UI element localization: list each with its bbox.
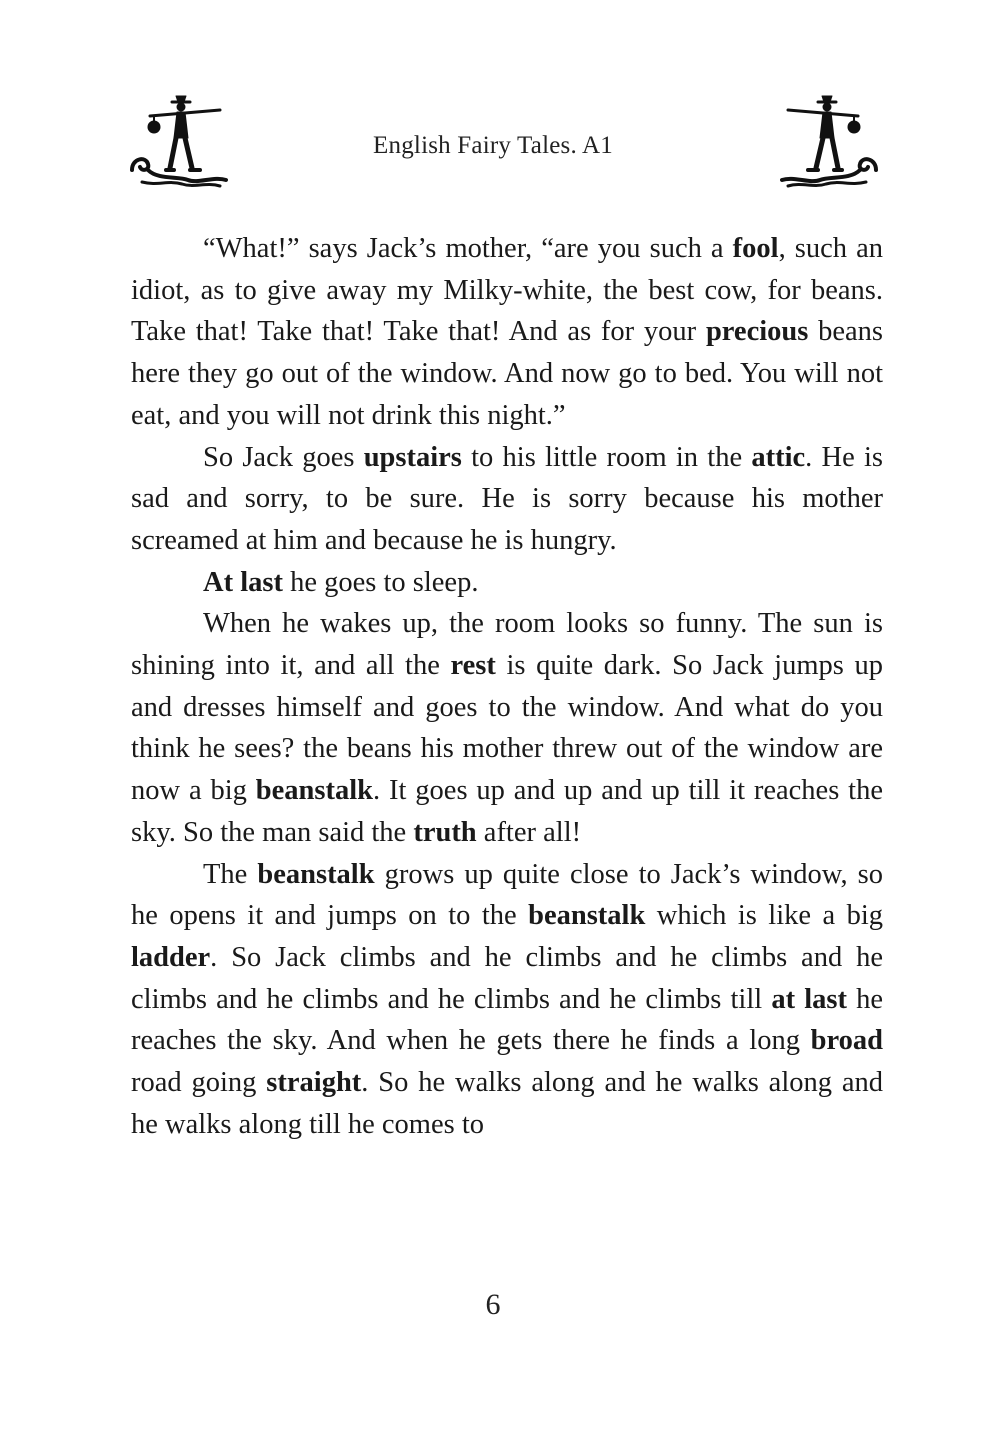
- vocabulary-word: straight: [266, 1067, 362, 1099]
- vocabulary-word: beanstalk: [528, 900, 646, 932]
- text-run: The: [203, 858, 258, 890]
- text-run: grows up quite close to Jack’s window, so he opens it and jumps on to the: [131, 858, 883, 932]
- traveler-with-bindle-icon: [780, 90, 880, 190]
- vocabulary-word: fool: [732, 233, 779, 264]
- vocabulary-word: precious: [705, 316, 809, 348]
- vocabulary-word: rest: [450, 650, 496, 682]
- text-run: , such an idiot, as to give away my Milky-white, the best cow, for beans. Take that! Take that! Take that! And as for your: [131, 233, 883, 348]
- vocabulary-word: At last: [203, 566, 283, 598]
- story-text: [131, 228, 883, 1145]
- vocabulary-word: broad: [810, 1025, 883, 1057]
- vocabulary-word: at last: [771, 983, 847, 1015]
- text-run: he reaches the sky. And when he gets there he finds a long: [131, 983, 883, 1057]
- text-run: When he wakes up, the room looks so funny. The sun is shining into it, and all the: [131, 608, 883, 682]
- vocabulary-word: truth: [413, 816, 477, 848]
- vocabulary-word: beanstalk: [257, 858, 375, 890]
- text-run: he goes to sleep.: [282, 566, 479, 598]
- paragraph: [131, 854, 883, 1146]
- text-run: . So he walks along and he walks along and he walks along till he comes to: [131, 1067, 883, 1140]
- vocabulary-word: beanstalk: [255, 775, 373, 807]
- text-run: . He is sad and sorry, to be sure. He is sorry because his mother screamed at him and because he is hungry.: [131, 441, 883, 556]
- paragraph: [131, 228, 883, 437]
- text-run: . So Jack climbs and he climbs and he climbs and he climbs and he climbs and he climbs and he climbs till: [131, 941, 883, 1015]
- vocabulary-word: ladder: [131, 941, 211, 973]
- text-run: So Jack goes: [203, 441, 364, 473]
- paragraph: [131, 437, 883, 562]
- text-run: beans here they go out of the window. And now go to bed. You will not eat, and you will not drink this night.”: [131, 316, 883, 431]
- text-run: which is like a big: [645, 900, 883, 932]
- vocabulary-word: attic: [751, 441, 806, 473]
- paragraph: [131, 603, 883, 853]
- vocabulary-word: upstairs: [363, 441, 462, 473]
- page-header: [0, 90, 986, 200]
- text-run: is quite dark. So Jack jumps up and dresses himself and goes to the window. And what do you think he sees? the beans his mother threw out of the window are now a big: [131, 650, 883, 807]
- text-run: road going: [131, 1067, 267, 1099]
- running-title: English Fairy Tales. A1: [373, 132, 613, 159]
- page-number: 6: [485, 1288, 501, 1321]
- text-run: after all!: [476, 816, 582, 848]
- text-run: . It goes up and up and up till it reaches the sky. So the man said the: [131, 775, 883, 848]
- text-run: “What!” says Jack’s mother, “are you such a: [203, 233, 733, 264]
- paragraph: [131, 562, 883, 604]
- text-run: to his little room in the: [461, 441, 752, 473]
